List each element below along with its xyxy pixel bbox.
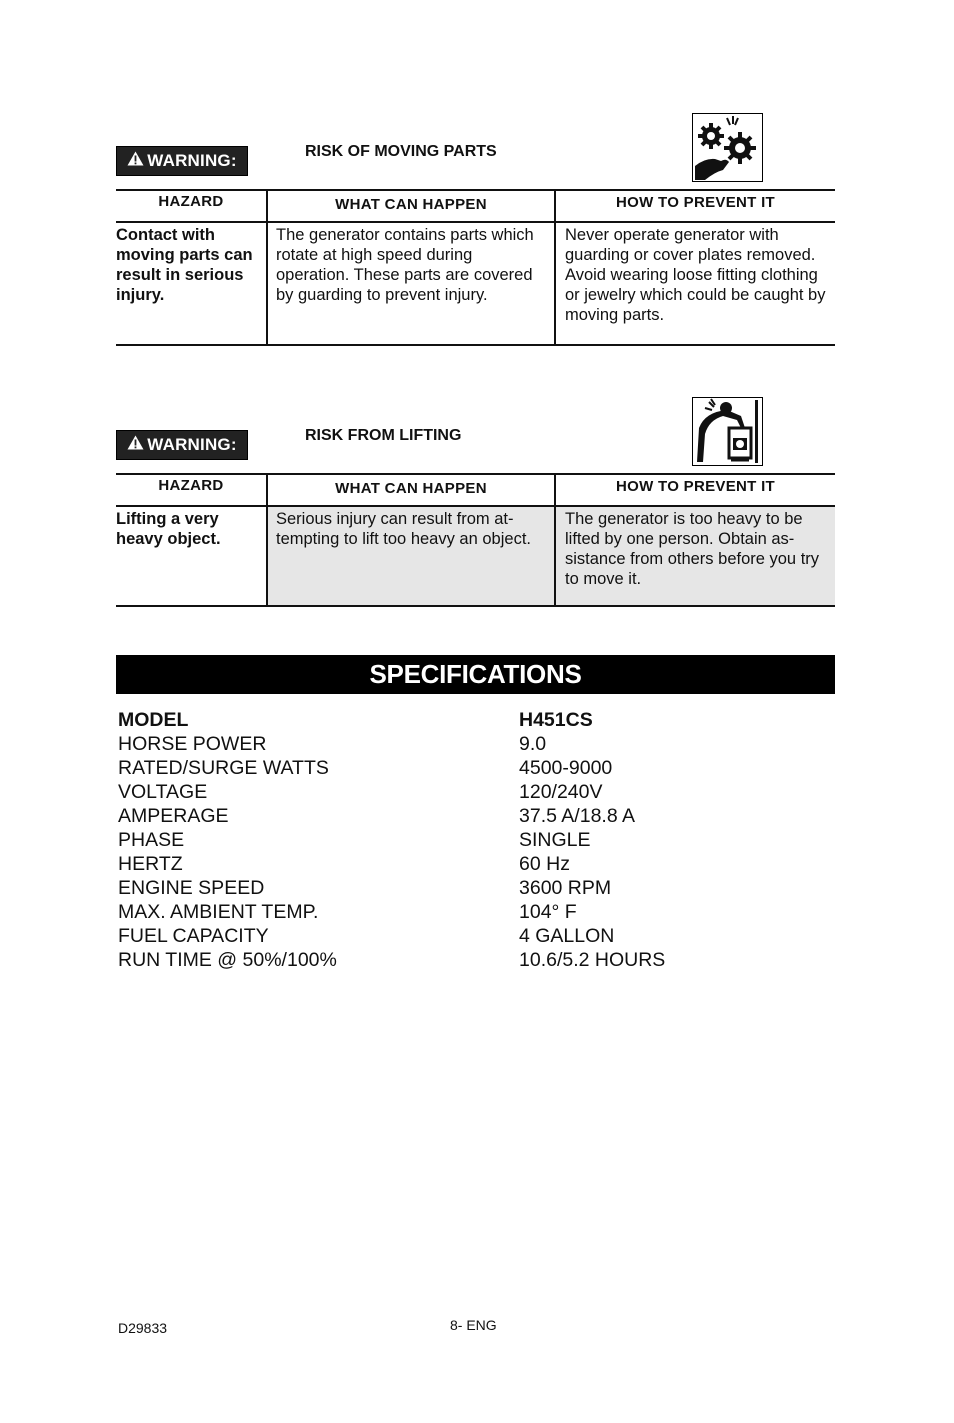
what-can-happen-header: WHAT CAN HAPPEN — [266, 475, 554, 505]
person-lifting-generator-icon — [692, 397, 763, 466]
spec-label: RATED/SURGE WATTS — [118, 757, 329, 779]
spec-label: ENGINE SPEED — [118, 877, 265, 899]
warning-triangle-icon — [127, 435, 144, 455]
spec-label: PHASE — [118, 829, 185, 851]
spec-row — [118, 900, 718, 924]
how-to-prevent-header: HOW TO PREVENT IT — [554, 475, 835, 505]
spec-value: H451CS — [519, 709, 593, 731]
spec-label: VOLTAGE — [118, 781, 208, 803]
spec-value: 10.6/5.2 HOURS — [519, 949, 666, 971]
specifications-list — [118, 708, 718, 972]
how-to-prevent-cell: The generator is too heavy to be lifted by one person. Obtain as-sistance from others before you try to move it. — [554, 507, 835, 605]
spec-row — [118, 852, 718, 876]
spec-row — [118, 756, 718, 780]
spec-header-row — [118, 708, 718, 732]
spec-value: 60 Hz — [519, 853, 570, 875]
spec-label: HERTZ — [118, 853, 183, 875]
spec-label: HORSE POWER — [118, 733, 267, 755]
what-can-happen-cell: Serious injury can result from at-tempting to lift too heavy an object. — [266, 507, 554, 605]
spec-value: 104° F — [519, 901, 577, 923]
what-can-happen-cell: The generator contains parts which rotate at high speed during operation. These parts are covered by guarding to prevent injury. — [266, 223, 554, 344]
warning-badge — [116, 146, 248, 176]
risk-title-lifting: RISK FROM LIFTING — [305, 427, 462, 444]
spec-value: 3600 RPM — [519, 877, 612, 899]
how-to-prevent-header: HOW TO PREVENT IT — [554, 191, 835, 221]
spec-value: 4500-9000 — [519, 757, 613, 779]
warning-label: WARNING: — [147, 151, 237, 170]
spec-row — [118, 804, 718, 828]
spec-label: AMPERAGE — [118, 805, 229, 827]
warning-triangle-icon — [127, 151, 144, 171]
spec-row — [118, 924, 718, 948]
hazard-cell: Lifting a very heavy object. — [116, 510, 221, 548]
warning-label: WARNING: — [147, 435, 237, 454]
spec-row — [118, 876, 718, 900]
spec-label: MAX. AMBIENT TEMP. — [118, 901, 319, 923]
document-id: D29833 — [118, 1320, 168, 1336]
spec-row — [118, 828, 718, 852]
moving-parts-table — [116, 189, 835, 346]
table-row — [116, 507, 835, 605]
how-to-prevent-cell: Never operate generator with guarding or cover plates removed. Avoid wearing loose fitting clothing or jewelry which could be caught by moving parts. — [554, 223, 835, 344]
hazard-header: HAZARD — [158, 193, 224, 210]
spec-value: 120/240V — [519, 781, 603, 803]
table-header-row — [116, 475, 835, 507]
spec-value: 37.5 A/18.8 A — [519, 805, 636, 827]
rotating-gears-hand-icon — [692, 113, 763, 182]
spec-value: SINGLE — [519, 829, 591, 851]
table-header-row — [116, 191, 835, 223]
table-row — [116, 223, 835, 344]
spec-label: RUN TIME @ 50%/100% — [118, 949, 337, 971]
hazard-header: HAZARD — [158, 477, 224, 494]
hazard-cell: Contact with moving parts can result in serious injury. — [116, 226, 253, 304]
spec-row — [118, 948, 718, 972]
page-number: 8- ENG — [450, 1317, 497, 1333]
warning-badge — [116, 430, 248, 460]
spec-value: 4 GALLON — [519, 925, 615, 947]
specifications-heading: SPECIFICATIONS — [116, 655, 835, 694]
what-can-happen-header: WHAT CAN HAPPEN — [266, 191, 554, 221]
spec-row — [118, 732, 718, 756]
spec-label: FUEL CAPACITY — [118, 925, 269, 947]
lifting-table — [116, 473, 835, 607]
spec-row — [118, 780, 718, 804]
spec-label: MODEL — [118, 709, 189, 731]
risk-title-moving-parts: RISK OF MOVING PARTS — [305, 143, 497, 160]
spec-value: 9.0 — [519, 733, 547, 755]
